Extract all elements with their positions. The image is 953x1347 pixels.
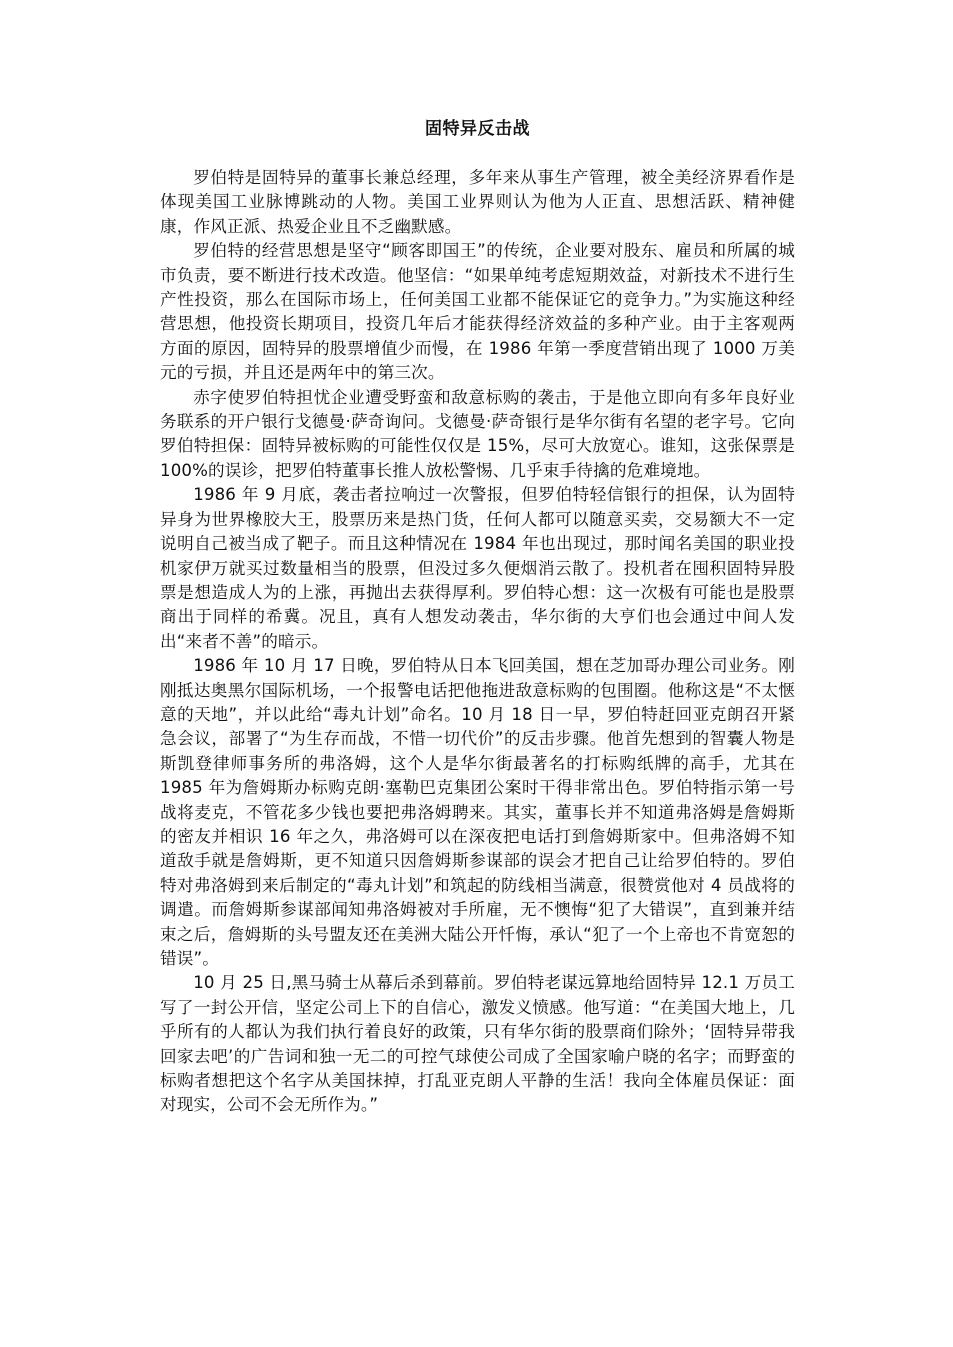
- document-page: [160, 112, 795, 1118]
- paragraph: 1986 年 10 月 17 日晚，罗伯特从日本飞回美国，想在芝加哥办理公司业务。刚刚抵达奥黑尔国际机场，一个报警电话把他拖进敌意标购的包围圈。他称这是“不太惬意的天地”，并以此给“毒丸计划”命名。10 月 18 日一早，罗伯特赶回亚克朗召开紧急会议，部署了“为生存而战，不惜一切代价”的反击步骤。他首先想到的智囊人物是斯凯登律师事务所的弗洛姆，这个人是华尔街最著名的打标购纸牌的高手，尤其在 1985 年为詹姆斯办标购克朗·塞勒巴克集团公案时干得非常出色。罗伯特指示第一号战将麦克，不管花多少钱也要把弗洛姆聘来。其实，董事长并不知道弗洛姆是詹姆斯的密友并相识 16 年之久，弗洛姆可以在深夜把电话打到詹姆斯家中。但弗洛姆不知道敌手就是詹姆斯，更不知道只因詹姆斯参谋部的误会才把自己让给罗伯特的。罗伯特对弗洛姆到来后制定的“毒丸计划”和筑起的防线相当满意，很赞赏他对 4 员战将的调遣。而詹姆斯参谋部闻知弗洛姆被对手所雇，无不懊悔“犯了大错误”，直到兼并结束之后，詹姆斯的头号盟友还在美洲大陆公开忏悔，承认“犯了一个上帝也不肯宽恕的错误”。: [160, 656, 795, 968]
- paragraph: 10 月 25 日,黑马骑士从幕后杀到幕前。罗伯特老谋远算地给固特异 12.1 万员工写了一封公开信，坚定公司上下的自信心，激发义愤感。他写道：“在美国大地上，几乎所有的人都认为我们执行着良好的政策，只有华尔街的股票商们除外；‘固特异带我回家去吧’的广告词和独一无二的可控气球使公司成了全国家喻户晓的名字；而野蛮的标购者想把这个名字从美国抹掉，打乱亚克朗人平静的生活！我向全体雇员保证：面对现实，公司不会无所作为。”: [160, 973, 795, 1115]
- document-body: [160, 166, 795, 1118]
- document-title: 固特异反击战: [425, 119, 530, 139]
- paragraph: 罗伯特是固特异的董事长兼总经理，多年来从事生产管理，被全美经济界看作是体现美国工业脉博跳动的人物。美国工业界则认为他为人正直、思想活跃、精神健康，作风正派、热爱企业且不乏幽默感。: [160, 168, 795, 236]
- paragraph: 罗伯特的经营思想是坚守“顾客即国王”的传统，企业要对股东、雇员和所属的城市负责，要不断进行技术改造。他坚信：“如果单纯考虑短期效益，对新技术不进行生产性投资，那么在国际市场上，任何美国工业都不能保证它的竞争力。”为实施这种经营思想，他投资长期项目，投资几年后才能获得经济效益的多种产业。由于主客观两方面的原因，固特异的股票增值少而慢，在 1986 年第一季度营销出现了 1000 万美元的亏损，并且还是两年中的第三次。: [160, 241, 795, 383]
- paragraph: 1986 年 9 月底，袭击者拉响过一次警报，但罗伯特轻信银行的担保，认为固特异身为世界橡胶大王，股票历来是热门货，任何人都可以随意买卖，交易额大不一定说明自己被当成了靶子。而且这种情况在 1984 年也出现过，那时闻名美国的职业投机家伊万就买过数量相当的股票，但没过多久便烟消云散了。投机者在囤积固特异股票是想造成人为的上涨，再抛出去获得厚利。罗伯特心想：这一次极有可能也是股票商出于同样的希冀。况且，真有人想发动袭击，华尔街的大亨们也会通过中间人发出“来者不善”的暗示。: [160, 485, 795, 651]
- paragraph: 赤字使罗伯特担忧企业遭受野蛮和敌意标购的袭击，于是他立即向有多年良好业务联系的开户银行戈德曼·萨奇询问。戈德曼·萨奇银行是华尔街有名望的老字号。它向罗伯特担保：固特异被标购的可能性仅仅是 15%，尽可大放宽心。谁知，这张保票是 100%的误诊，把罗伯特董事长推人放松警惕、几乎束手待擒的危难境地。: [160, 387, 795, 480]
